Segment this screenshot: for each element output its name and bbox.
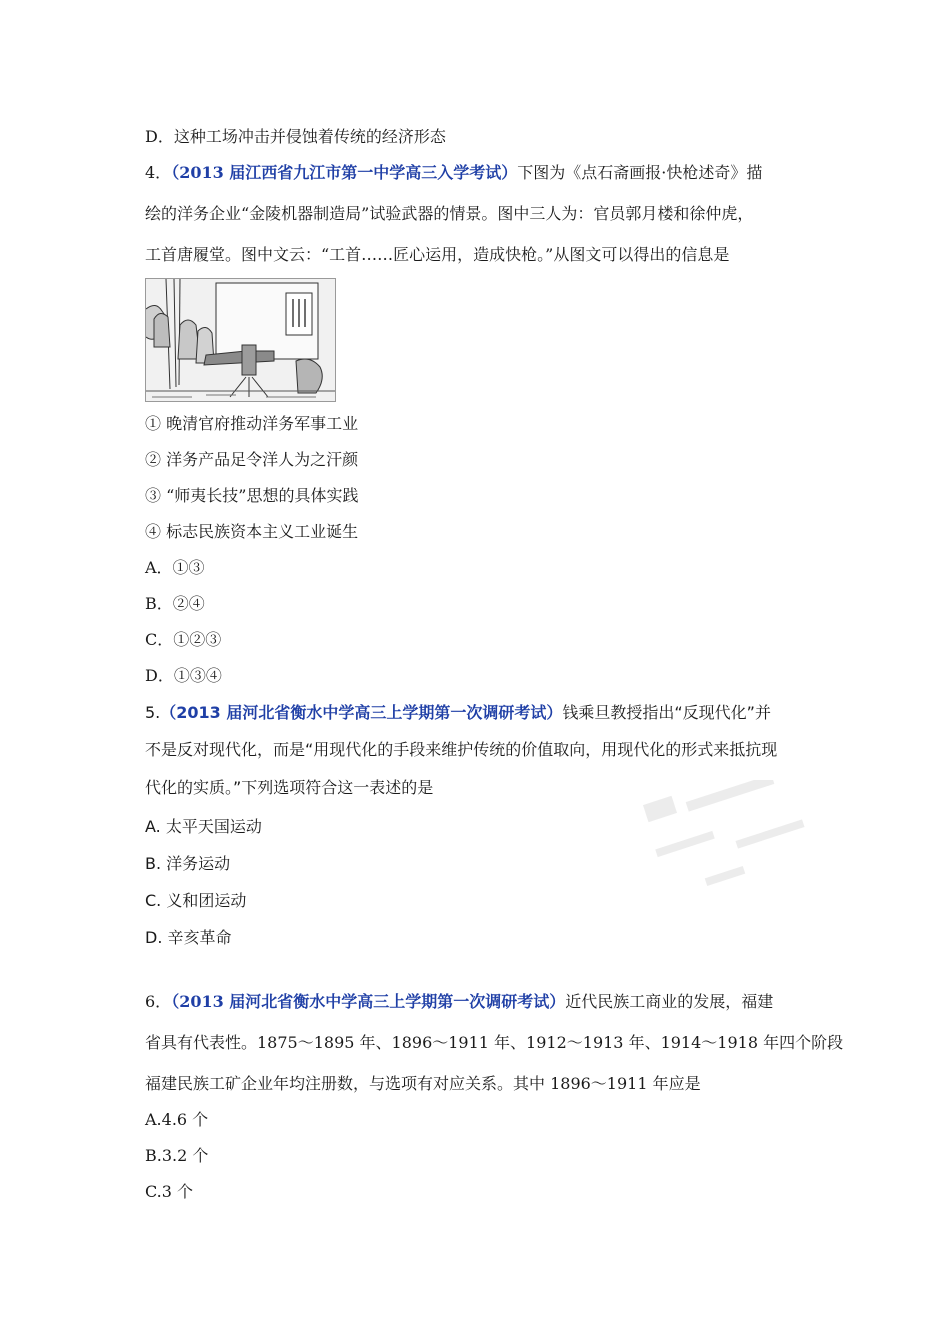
q6-number: 6．: [145, 992, 172, 1011]
q6-stem-line-3: 福建民族工矿企业年均注册数，与选项有对应关系。其中 1896～1911 年应是: [145, 1074, 701, 1093]
q5-stem-text-1: 钱乘旦教授指出“反现代化”并: [562, 703, 771, 722]
q5-option-b: B. 洋务运动: [145, 854, 231, 873]
q6-option-b: B.3.2 个: [145, 1146, 209, 1165]
q5-stem-line-1: [145, 703, 771, 723]
q6-option-a: A.4.6 个: [145, 1110, 209, 1129]
q4-option-c: C．①②③: [145, 630, 222, 649]
q4-option-d: D．①③④: [145, 666, 222, 685]
woodcut-illustration: [146, 279, 335, 401]
q6-stem-line-2: 省具有代表性。1875～1895 年、1896～1911 年、1912～1913 年、1914～1918 年四个阶段: [145, 1033, 844, 1052]
q3-option-d: D．这种工场冲击并侵蚀着传统的经济形态: [145, 127, 446, 146]
q4-option-b: B．②④: [145, 594, 205, 613]
q5-option-a: A. 太平天国运动: [145, 817, 262, 836]
q5-option-d: D. 辛亥革命: [145, 928, 232, 947]
q4-stem-line-2: 绘的洋务企业“金陵机器制造局”试验武器的情景。图中三人为：官员郭月楼和徐仲虎，: [145, 204, 754, 223]
faint-watermark-graphic: [615, 780, 835, 900]
q4-statement-2: ② 洋务产品足令洋人为之汗颜: [145, 450, 359, 469]
q5-number: 5.: [145, 703, 161, 722]
q5-stem-line-3: 代化的实质。”下列选项符合这一表述的是: [145, 778, 434, 797]
q4-statement-1: ① 晚清官府推动洋务军事工业: [145, 414, 359, 433]
q5-option-c: C. 义和团运动: [145, 891, 247, 910]
q4-stem-line-1: [145, 163, 762, 183]
q4-number: 4．: [145, 163, 172, 182]
q4-statement-4: ④ 标志民族资本主义工业诞生: [145, 522, 359, 541]
q4-stem-text-1: 下图为《点石斋画报·快枪述奇》描: [517, 163, 763, 182]
q4-source: （2013 届江西省九江市第一中学高三入学考试）: [171, 163, 518, 182]
q5-stem-line-2: 不是反对现代化，而是“用现代化的手段来维护传统的价值取向，用现代化的形式来抵抗现: [145, 740, 778, 759]
q4-option-a: A．①③: [145, 558, 205, 577]
q5-source: （2013 届河北省衡水中学高三上学期第一次调研考试）: [160, 703, 563, 722]
q4-stem-line-3: 工首唐履堂。图中文云：“工首……匠心运用，造成快枪。”从图文可以得出的信息是: [145, 245, 730, 264]
q4-statement-3: ③ “师夷长技”思想的具体实践: [145, 486, 359, 505]
q6-source: （2013 届河北省衡水中学高三上学期第一次调研考试）: [171, 992, 566, 1011]
q4-illustration: [145, 278, 336, 402]
q6-option-c: C.3 个: [145, 1182, 194, 1201]
q6-stem-line-1: [145, 992, 773, 1012]
q6-stem-text-1: 近代民族工商业的发展，福建: [565, 992, 774, 1011]
